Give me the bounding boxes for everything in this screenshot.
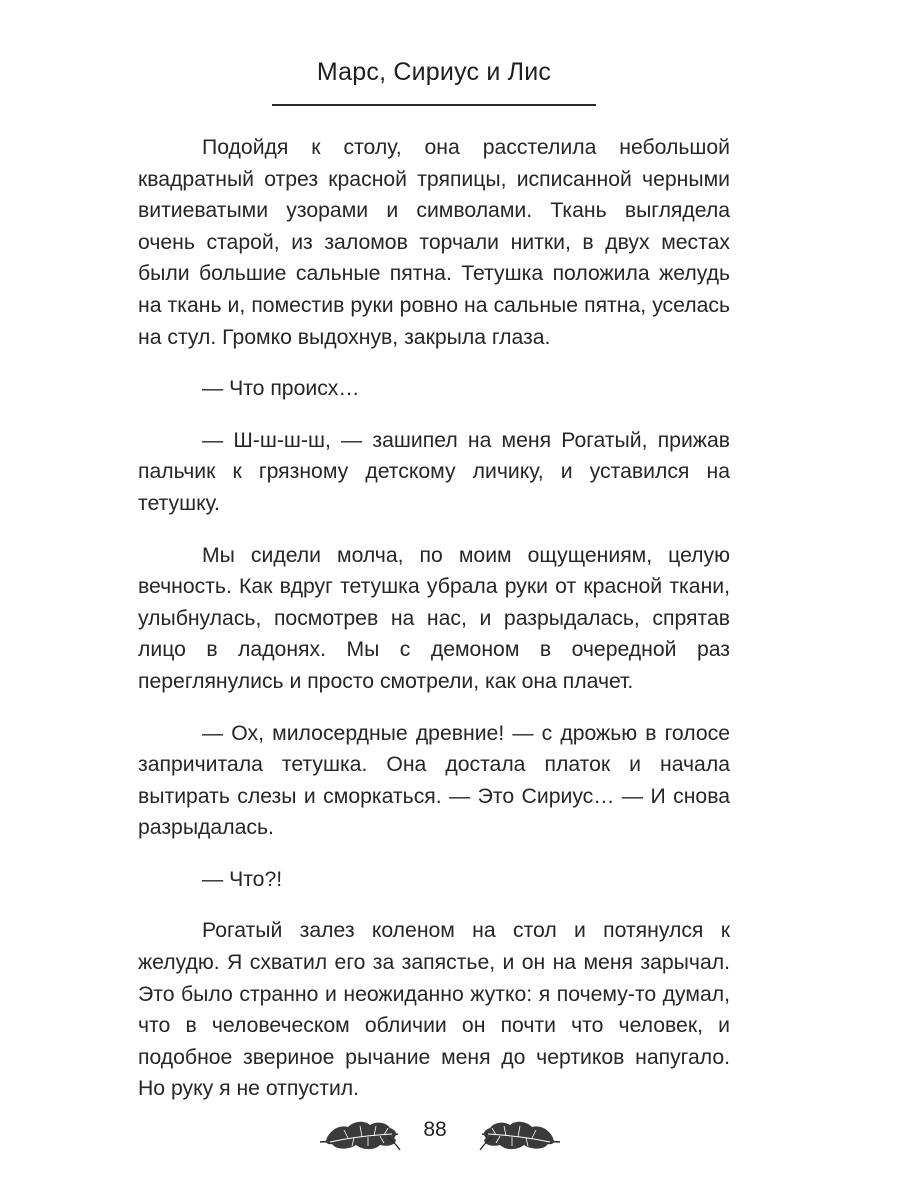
- body-text: [138, 132, 730, 1125]
- oak-leaf-icon: [318, 1112, 408, 1154]
- paragraph: Рогатый залез коленом на стол и потянулся к желудю. Я схватил его за запястье, и он на меня зарычал. Это было странно и неожиданно жутко: я почему-то думал, что в человеческом обличии он почти что человек, и подобное звериное рычание меня до чертиков напугало. Но руку я не отпустил.: [138, 919, 730, 1101]
- header-divider: [272, 104, 596, 106]
- page-footer: [0, 1108, 900, 1158]
- paragraph: — Что?!: [202, 867, 283, 891]
- paragraph: — Ох, милосердные древние! — с дрожью в голосе запричитала тетушка. Она достала платок и начала вытирать слезы и сморкаться. — Это Сириус… — И снова разрыдалась.: [138, 721, 730, 840]
- oak-leaf-icon: [472, 1112, 562, 1154]
- paragraph: — Ш-ш-ш-ш, — зашипел на меня Рогатый, прижав пальчик к грязному детскому личику, и уставился на тетушку.: [138, 428, 730, 515]
- paragraph: Мы сидели молча, по моим ощущениям, целую вечность. Как вдруг тетушка убрала руки от красной ткани, улыбнулась, посмотрев на нас, и разрыдалась, спрятав лицо в ладонях. Мы с демоном в очередной раз переглянулись и просто смотрели, как она плачет.: [138, 543, 730, 693]
- paragraph: — Что происх…: [202, 377, 360, 401]
- running-header-title: Марс, Сириус и Лис: [316, 58, 552, 86]
- page-number: 88: [423, 1118, 447, 1141]
- paragraph: Подойдя к столу, она расстелила небольшой квадратный отрез красной тряпицы, исписанной черными витиеватыми узорами и символами. Ткань выглядела очень старой, из заломов торчали нитки, в двух местах были большие сальные пятна. Тетушка положила желудь на ткань и, поместив руки ровно на сальные пятна, уселась на стул. Громко выдохнув, закрыла глаза.: [138, 136, 730, 349]
